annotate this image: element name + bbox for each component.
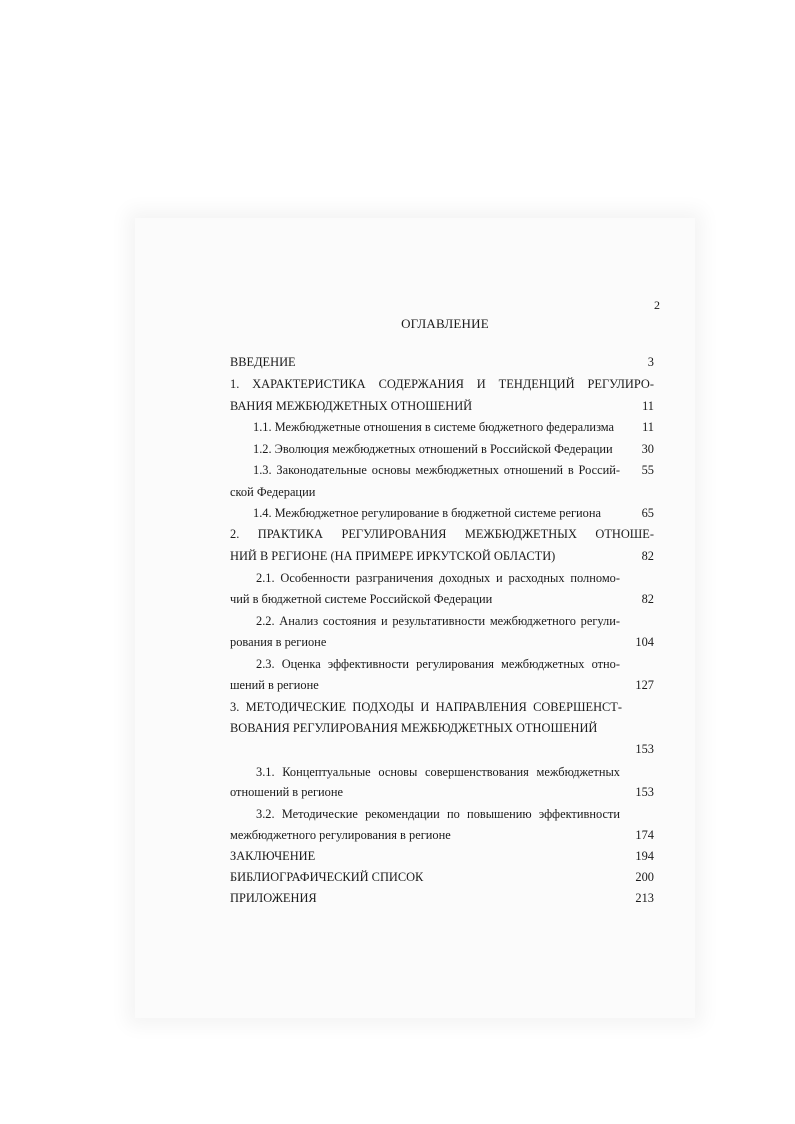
toc-entry-label: 1.3. Законодательные основы межбюджетных отношений в Россий- xyxy=(253,463,620,477)
toc-entry-page: 55 xyxy=(641,463,654,477)
toc-entry-bibliography[interactable] xyxy=(230,867,654,887)
toc-entry-label: рования в регионе xyxy=(230,635,327,649)
toc-entry-page: 82 xyxy=(641,592,654,606)
toc-entry-section-2-2-line-1[interactable] xyxy=(256,611,654,631)
toc-entry-section-3-1-line-2[interactable] xyxy=(230,782,654,802)
toc-entry-section-2-1-line-2[interactable] xyxy=(230,589,654,609)
toc-entry-section-1-4[interactable] xyxy=(253,503,654,523)
toc-entry-chapter-3-line-2[interactable] xyxy=(230,718,654,738)
toc-entry-section-3-1-line-1[interactable] xyxy=(256,762,654,782)
toc-entry-introduction[interactable] xyxy=(230,352,654,372)
toc-entry-label: 1.1. Межбюджетные отношения в системе бюджетного федерализма xyxy=(253,420,615,434)
toc-entry-page: 194 xyxy=(635,849,654,863)
toc-entry-page: 65 xyxy=(641,506,654,520)
toc-entry-label: ВОВАНИЯ РЕГУЛИРОВАНИЯ МЕЖБЮДЖЕТНЫХ ОТНОШЕНИЙ xyxy=(230,721,598,735)
toc-entry-label: 1.4. Межбюджетное регулирование в бюджетной системе региона xyxy=(253,506,602,520)
toc-entry-section-2-3-line-1[interactable] xyxy=(256,654,654,674)
toc-entry-label: 3.1. Концептуальные основы совершенствования межбюджетных xyxy=(256,765,620,779)
toc-entry-conclusion[interactable] xyxy=(230,846,654,866)
toc-entry-page: 213 xyxy=(635,891,654,905)
toc-entry-label: 1. ХАРАКТЕРИСТИКА СОДЕРЖАНИЯ И ТЕНДЕНЦИЙ РЕГУЛИРО- xyxy=(230,377,654,391)
toc-entry-page: 104 xyxy=(635,635,654,649)
toc-entry-page: 174 xyxy=(635,828,654,842)
toc-entry-page: 11 xyxy=(642,420,654,434)
toc-entry-page: 3 xyxy=(647,355,654,369)
toc-entry-section-2-1-line-1[interactable] xyxy=(256,568,654,588)
toc-entry-section-1-2[interactable] xyxy=(253,439,654,459)
toc-entry-label: межбюджетного регулирования в регионе xyxy=(230,828,451,842)
toc-entry-page: 30 xyxy=(641,442,654,456)
toc-entry-label: отношений в регионе xyxy=(230,785,343,799)
toc-entry-page: 200 xyxy=(635,870,654,884)
toc-entry-label: НИЙ В РЕГИОНЕ (НА ПРИМЕРЕ ИРКУТСКОЙ ОБЛАСТИ) xyxy=(230,549,556,563)
toc-entry-label: 3. МЕТОДИЧЕСКИЕ ПОДХОДЫ И НАПРАВЛЕНИЯ СОВЕРШЕНСТ- xyxy=(230,700,622,714)
toc-entry-section-2-3-line-2[interactable] xyxy=(230,675,654,695)
toc-entry-page: 11 xyxy=(642,399,654,413)
toc-entry-section-1-3-line-1[interactable] xyxy=(253,460,654,480)
toc-entry-page: 127 xyxy=(635,678,654,692)
toc-entry-chapter-2-line-2[interactable] xyxy=(230,546,654,566)
toc-entry-label: 2.2. Анализ состояния и результативности межбюджетного регули- xyxy=(256,614,620,628)
toc-entry-page: 82 xyxy=(641,549,654,563)
toc-entry-section-2-2-line-2[interactable] xyxy=(230,632,654,652)
toc-entry-label: шений в регионе xyxy=(230,678,319,692)
toc-entry-label: 2. ПРАКТИКА РЕГУЛИРОВАНИЯ МЕЖБЮДЖЕТНЫХ ОТНОШЕ- xyxy=(230,527,654,541)
toc-entry-label: чий в бюджетной системе Российской Федерации xyxy=(230,592,493,606)
toc-entry-section-1-3-line-2[interactable] xyxy=(230,482,654,502)
toc-entry-label: 2.1. Особенности разграничения доходных и расходных полномо- xyxy=(256,571,620,585)
toc-entry-label: 3.2. Методические рекомендации по повышению эффективности xyxy=(256,807,620,821)
toc-entry-appendices[interactable] xyxy=(230,888,654,908)
toc-entry-label: 1.2. Эволюция межбюджетных отношений в Российской Федерации xyxy=(253,442,613,456)
toc-entry-section-3-2-line-2[interactable] xyxy=(230,825,654,845)
toc-entry-label: ской Федерации xyxy=(230,485,316,499)
toc-entry-label: БИБЛИОГРАФИЧЕСКИЙ СПИСОК xyxy=(230,870,424,884)
page-title: ОГЛАВЛЕНИЕ xyxy=(401,316,489,331)
toc-entry-page: 153 xyxy=(635,785,654,799)
toc-entry-chapter-3-line-1[interactable] xyxy=(230,697,654,717)
toc-entry-label: ПРИЛОЖЕНИЯ xyxy=(230,891,317,905)
toc-entry-section-3-2-line-1[interactable] xyxy=(256,804,654,824)
toc-entry-chapter-1-line-2[interactable] xyxy=(230,396,654,416)
toc-entry-page: 153 xyxy=(635,742,654,756)
toc-entry-label: ВВЕДЕНИЕ xyxy=(230,355,296,369)
toc-entry-label: ВАНИЯ МЕЖБЮДЖЕТНЫХ ОТНОШЕНИЙ xyxy=(230,399,473,413)
toc-entry-chapter-3-page[interactable] xyxy=(230,739,654,759)
toc-entry-label: 2.3. Оценка эффективности регулирования межбюджетных отно- xyxy=(256,657,620,671)
toc-entry-chapter-2-line-1[interactable] xyxy=(230,524,654,544)
page-number: 2 xyxy=(654,298,660,312)
toc-entry-label: ЗАКЛЮЧЕНИЕ xyxy=(230,849,316,863)
toc-entry-chapter-1-line-1[interactable] xyxy=(230,374,654,394)
toc-entry-section-1-1[interactable] xyxy=(253,417,654,437)
